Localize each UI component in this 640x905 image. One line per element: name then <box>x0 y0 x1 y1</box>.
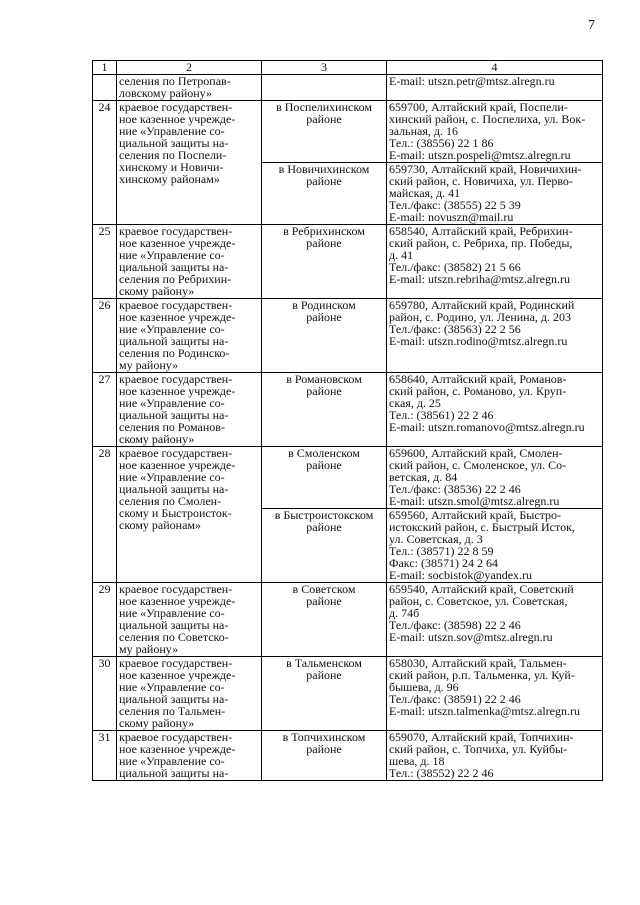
address-cell <box>387 583 603 657</box>
district-line: районе <box>306 310 342 324</box>
organization-line: селения по Советско- <box>119 630 229 644</box>
district-line: районе <box>306 742 342 756</box>
address-line: 659070, Алтайский край, Топчихин- <box>389 730 574 744</box>
organization-line: краевое государствен- <box>119 582 233 596</box>
institutions-table <box>92 60 603 781</box>
address-line: E-mail: utszn.talmenka@mtsz.alregn.ru <box>389 704 580 718</box>
organization-line: хинскому и Новичи- <box>119 160 224 174</box>
organization-line: циальной защиты на- <box>119 618 229 632</box>
address-line: 659560, Алтайский край, Быстро- <box>389 508 562 522</box>
address-cell <box>387 447 603 509</box>
address-line: ская, д. 25 <box>389 396 441 410</box>
address-line: Тел./факс: (38563) 22 2 56 <box>389 322 521 336</box>
organization-line: циальной защиты на- <box>119 136 229 150</box>
table-body <box>93 75 603 781</box>
address-cell <box>387 163 603 225</box>
organization-line: селения по Поспели- <box>119 148 227 162</box>
table-row <box>93 583 603 657</box>
address-line: Тел.: (38552) 22 2 46 <box>389 766 494 780</box>
row-number: 25 <box>93 225 117 299</box>
district-line: в Топчихинском <box>282 730 366 744</box>
organization-line: селения по Петропав- <box>119 74 231 88</box>
address-line: Тел./факс: (38555) 22 5 39 <box>389 198 521 212</box>
organization-line: скому району» <box>119 432 195 446</box>
address-line: ский район, с. Романово, ул. Круп- <box>389 384 567 398</box>
row-number: 26 <box>93 299 117 373</box>
district-line: в Быстроистокском <box>274 508 374 522</box>
organization-line: скому районам» <box>119 518 202 532</box>
address-line: 659780, Алтайский край, Родинский <box>389 298 575 312</box>
address-line: 659700, Алтайский край, Поспели- <box>389 100 568 114</box>
address-line: майская, д. 41 <box>389 186 461 200</box>
district-cell <box>262 299 387 373</box>
address-line: 658030, Алтайский край, Тальмен- <box>389 656 567 670</box>
row-number: 29 <box>93 583 117 657</box>
address-line: Тел.: (38571) 22 8 59 <box>389 544 494 558</box>
district-cell <box>262 447 387 509</box>
address-line: Тел.: (38561) 22 2 46 <box>389 408 494 422</box>
organization-line: селения по Тальмен- <box>119 704 226 718</box>
address-line: район, с. Родино, ул. Ленина, д. 203 <box>389 310 572 324</box>
organization-line: краевое государствен- <box>119 298 233 312</box>
address-line: ский район, с. Новичиха, ул. Перво- <box>389 174 573 188</box>
address-line: E-mail: novuszn@mail.ru <box>389 210 514 224</box>
table-row <box>93 75 603 101</box>
organization-line: селения по Ребрихин- <box>119 272 232 286</box>
address-line: 659600, Алтайский край, Смолен- <box>389 446 563 460</box>
address-line: хинский район, с. Поспелиха, ул. Вок- <box>389 112 586 126</box>
organization-line: ное казенное учрежде- <box>119 112 236 126</box>
address-line: ский район, р.п. Тальменка, ул. Куй- <box>389 668 575 682</box>
district-cell <box>262 75 387 101</box>
organization-line: ние «Управление со- <box>119 606 225 620</box>
organization-line: ние «Управление со- <box>119 396 225 410</box>
district-line: в Советском <box>292 582 356 596</box>
table-header-row <box>93 61 603 75</box>
address-line: ский район, с. Смоленское, ул. Со- <box>389 458 567 472</box>
organization-cell <box>117 299 262 373</box>
row-number <box>93 75 117 101</box>
organization-line: циальной защиты на- <box>119 692 229 706</box>
address-line: Тел./факс: (38582) 21 5 66 <box>389 260 521 274</box>
district-cell <box>262 657 387 731</box>
district-line: районе <box>306 520 342 534</box>
organization-line: ловскому району» <box>119 86 212 100</box>
organization-line: циальной защиты на- <box>119 334 229 348</box>
address-line: Тел./факс: (38536) 22 2 46 <box>389 482 521 496</box>
table-row <box>93 657 603 731</box>
organization-line: краевое государствен- <box>119 224 233 238</box>
district-line: в Тальменском <box>286 656 362 670</box>
organization-line: ное казенное учрежде- <box>119 236 236 250</box>
organization-line: краевое государствен- <box>119 446 233 460</box>
organization-line: краевое государствен- <box>119 656 233 670</box>
address-line: бышева, д. 96 <box>389 680 459 694</box>
address-line: Тел./факс: (38591) 22 2 46 <box>389 692 521 706</box>
address-cell <box>387 75 603 101</box>
district-cell <box>262 583 387 657</box>
district-line: районе <box>306 112 342 126</box>
address-line: E-mail: utszn.petr@mtsz.alregn.ru <box>389 74 555 88</box>
organization-line: му району» <box>119 642 179 656</box>
address-cell <box>387 509 603 583</box>
organization-line: ное казенное учрежде- <box>119 742 236 756</box>
organization-line: ние «Управление со- <box>119 680 225 694</box>
address-line: 659730, Алтайский край, Новичихин- <box>389 162 582 176</box>
organization-line: краевое государствен- <box>119 372 233 386</box>
column-header: 4 <box>387 61 603 75</box>
address-cell <box>387 299 603 373</box>
organization-line: циальной защиты на- <box>119 766 229 780</box>
organization-cell <box>117 225 262 299</box>
address-line: 658540, Алтайский край, Ребрихин- <box>389 224 573 238</box>
district-line: в Новичихинском <box>278 162 370 176</box>
address-line: E-mail: utszn.pospeli@mtsz.alregn.ru <box>389 148 571 162</box>
page-number: 7 <box>588 18 595 33</box>
organization-line: скому району» <box>119 716 195 730</box>
organization-line: скому и Быстроисток- <box>119 506 232 520</box>
address-cell <box>387 731 603 781</box>
address-line: д. 74б <box>389 606 420 620</box>
organization-line: селения по Родинско- <box>119 346 230 360</box>
address-line: ский район, с. Топчиха, ул. Куйбы- <box>389 742 568 756</box>
district-line: в Ребрихинском <box>283 224 365 238</box>
address-line: ул. Советская, д. 3 <box>389 532 483 546</box>
table-row <box>93 447 603 509</box>
organization-cell <box>117 731 262 781</box>
district-cell <box>262 373 387 447</box>
organization-line: ное казенное учрежде- <box>119 310 236 324</box>
organization-cell <box>117 75 262 101</box>
organization-line: му району» <box>119 358 179 372</box>
column-header: 3 <box>262 61 387 75</box>
organization-line: циальной защиты на- <box>119 260 229 274</box>
address-cell <box>387 101 603 163</box>
column-header: 1 <box>93 61 117 75</box>
organization-line: ное казенное учрежде- <box>119 458 236 472</box>
organization-line: хинскому районам» <box>119 172 220 186</box>
organization-cell <box>117 583 262 657</box>
address-line: Тел.: (38556) 22 1 86 <box>389 136 494 150</box>
address-line: Тел./факс: (38598) 22 2 46 <box>389 618 521 632</box>
address-line: 659540, Алтайский край, Советский <box>389 582 574 596</box>
organization-cell <box>117 373 262 447</box>
district-line: в Поспелихинском <box>276 100 372 114</box>
district-line: районе <box>306 236 342 250</box>
organization-line: циальной защиты на- <box>119 408 229 422</box>
organization-line: ние «Управление со- <box>119 248 225 262</box>
district-cell <box>262 163 387 225</box>
address-line: E-mail: utszn.rodino@mtsz.alregn.ru <box>389 334 568 348</box>
district-line: районе <box>306 174 342 188</box>
address-line: шева, д. 18 <box>389 754 445 768</box>
address-line: E-mail: utszn.romanovo@mtsz.alregn.ru <box>389 420 585 434</box>
address-cell <box>387 657 603 731</box>
address-line: зальная, д. 16 <box>389 124 459 138</box>
organization-line: краевое государствен- <box>119 100 233 114</box>
address-line: E-mail: socbistok@yandex.ru <box>389 568 533 582</box>
table-row <box>93 373 603 447</box>
address-line: 658640, Алтайский край, Романов- <box>389 372 567 386</box>
table-row <box>93 299 603 373</box>
district-line: районе <box>306 668 342 682</box>
district-line: районе <box>306 594 342 608</box>
row-number: 31 <box>93 731 117 781</box>
table-row <box>93 731 603 781</box>
address-line: Факс: (38571) 24 2 64 <box>389 556 498 570</box>
organization-line: ное казенное учрежде- <box>119 594 236 608</box>
address-line: E-mail: utszn.rebriha@mtsz.alregn.ru <box>389 272 570 286</box>
organization-cell <box>117 447 262 583</box>
row-number: 27 <box>93 373 117 447</box>
address-line: ветская, д. 84 <box>389 470 458 484</box>
district-cell <box>262 225 387 299</box>
organization-line: ное казенное учрежде- <box>119 384 236 398</box>
organization-line: скому району» <box>119 284 195 298</box>
address-line: д. 41 <box>389 248 414 262</box>
organization-cell <box>117 101 262 225</box>
district-line: в Романовском <box>286 372 362 386</box>
organization-line: ние «Управление со- <box>119 322 225 336</box>
address-line: истокский район, с. Быстрый Исток, <box>389 520 575 534</box>
organization-line: краевое государствен- <box>119 730 233 744</box>
organization-line: селения по Романов- <box>119 420 225 434</box>
organization-cell <box>117 657 262 731</box>
address-cell <box>387 373 603 447</box>
address-line: ский район, с. Ребриха, пр. Победы, <box>389 236 573 250</box>
column-header: 2 <box>117 61 262 75</box>
address-line: E-mail: utszn.sov@mtsz.alregn.ru <box>389 630 553 644</box>
address-line: район, с. Советское, ул. Советская, <box>389 594 568 608</box>
district-line: районе <box>306 458 342 472</box>
organization-line: ное казенное учрежде- <box>119 668 236 682</box>
district-line: районе <box>306 384 342 398</box>
district-line: в Родинском <box>292 298 356 312</box>
row-number: 28 <box>93 447 117 583</box>
district-cell <box>262 509 387 583</box>
organization-line: селения по Смолен- <box>119 494 222 508</box>
address-line: E-mail: utszn.smol@mtsz.alregn.ru <box>389 494 560 508</box>
table-row <box>93 225 603 299</box>
district-line: в Смоленском <box>288 446 360 460</box>
table-row <box>93 101 603 163</box>
organization-line: циальной защиты на- <box>119 482 229 496</box>
district-cell <box>262 101 387 163</box>
district-cell <box>262 731 387 781</box>
row-number: 30 <box>93 657 117 731</box>
row-number: 24 <box>93 101 117 225</box>
address-cell <box>387 225 603 299</box>
organization-line: ние «Управление со- <box>119 124 225 138</box>
organization-line: ние «Управление со- <box>119 470 225 484</box>
organization-line: ние «Управление со- <box>119 754 225 768</box>
